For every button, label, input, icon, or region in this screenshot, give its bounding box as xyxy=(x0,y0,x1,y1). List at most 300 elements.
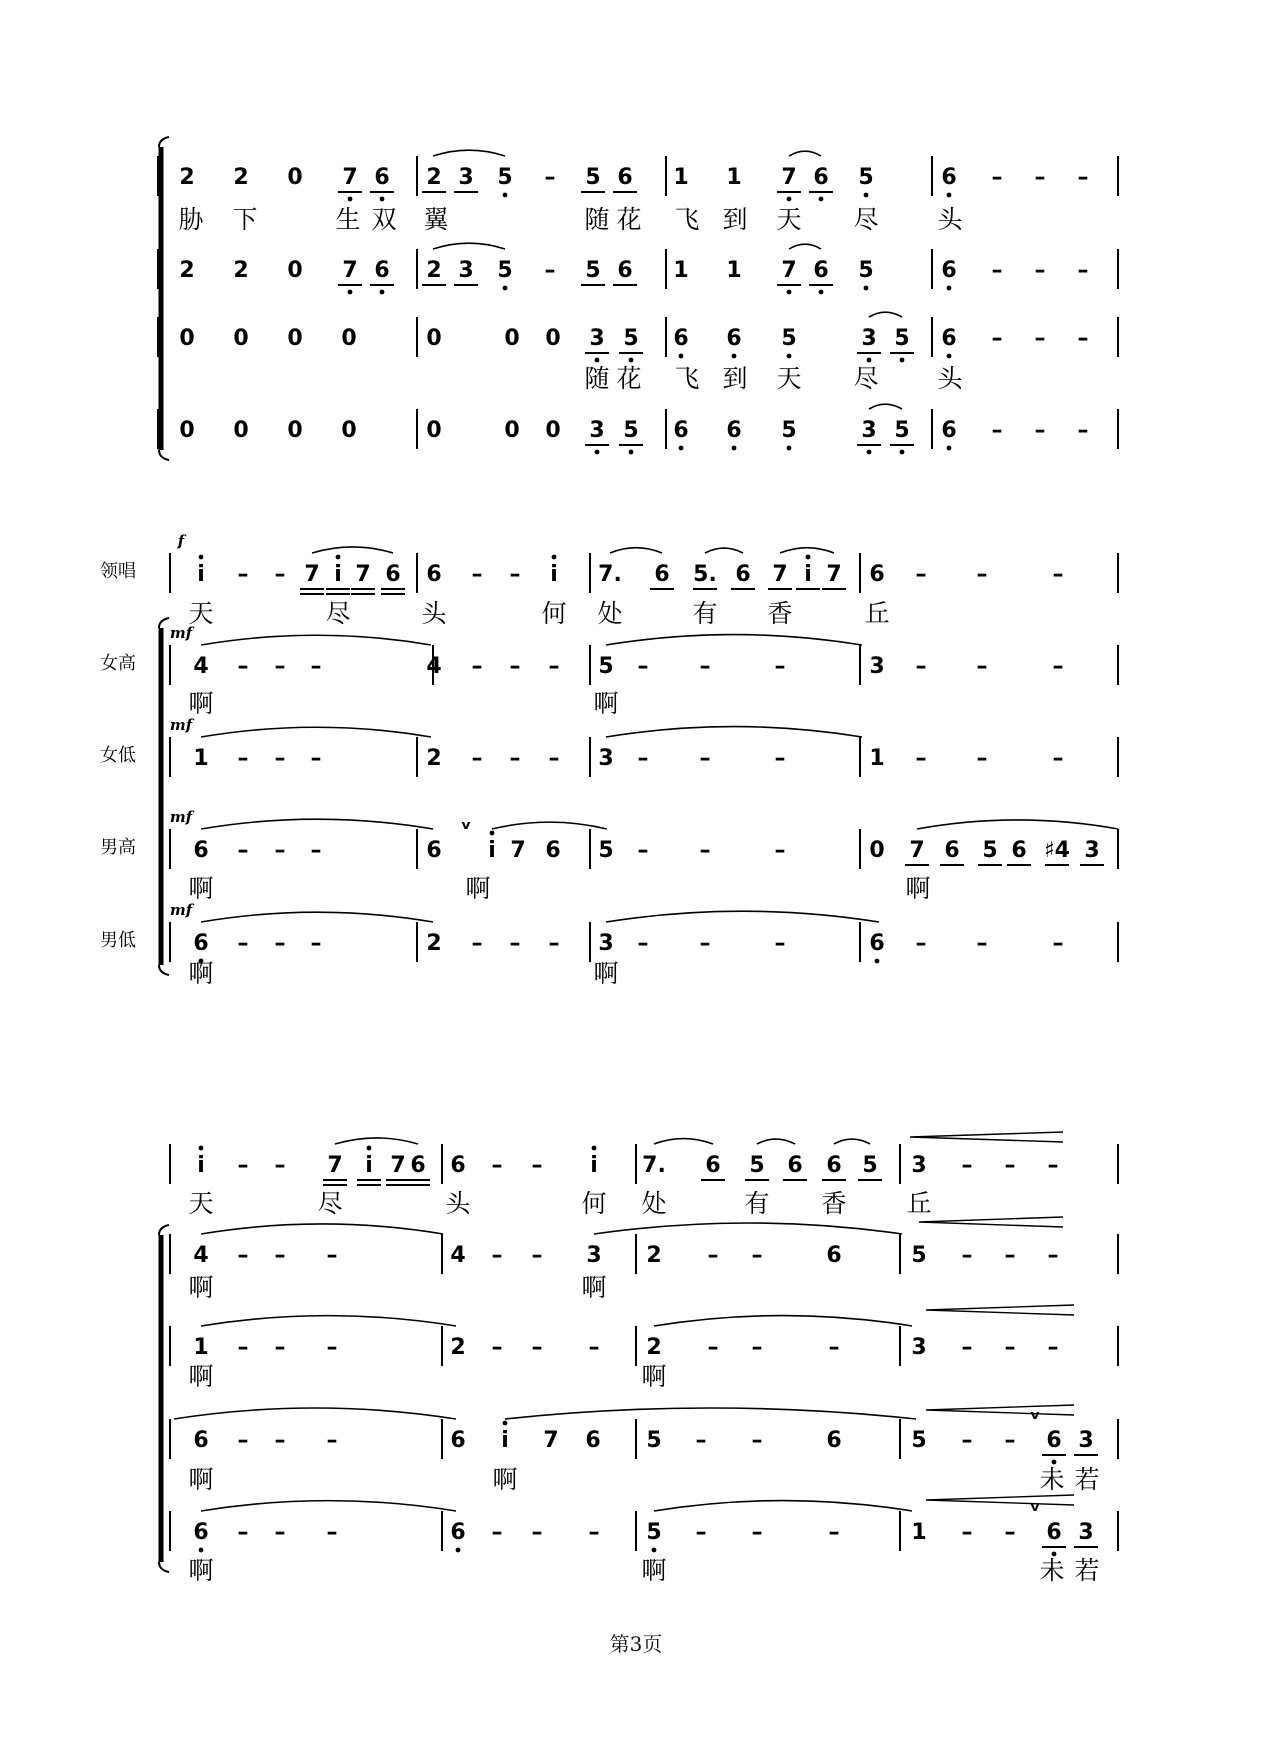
lyric-syllable: 下 xyxy=(232,205,258,234)
octave-dot-above xyxy=(336,555,341,560)
note-token: – xyxy=(1034,165,1046,190)
note-token: – xyxy=(1077,258,1089,283)
note-token: – xyxy=(699,931,711,956)
page-footer: 第3页 xyxy=(609,1632,663,1656)
note-token: 6 xyxy=(941,326,957,351)
note-token: – xyxy=(828,1335,840,1360)
note-token: – xyxy=(695,1428,707,1453)
note-token: – xyxy=(751,1335,763,1360)
slur xyxy=(606,911,879,922)
lyric-syllable: 何 xyxy=(541,599,567,628)
slur xyxy=(201,912,433,922)
note-token: 6 xyxy=(450,1520,466,1545)
note-token: 0 xyxy=(179,326,195,351)
note-token: – xyxy=(274,562,286,587)
note-token: – xyxy=(471,931,483,956)
octave-dot-below xyxy=(595,358,600,363)
note-token: – xyxy=(548,746,560,771)
note-token: 3 xyxy=(589,326,605,351)
slur xyxy=(201,727,431,737)
note-token: 1 xyxy=(869,746,885,771)
lyric-syllable: 啊 xyxy=(188,959,214,988)
octave-dot-below xyxy=(380,290,385,295)
note-token: 5. xyxy=(693,562,717,587)
decrescendo-hairpin xyxy=(919,1217,1063,1227)
note-token: – xyxy=(991,326,1003,351)
decrescendo-hairpin xyxy=(926,1495,1074,1505)
note-token: 6 xyxy=(869,562,885,587)
note-token: 6 xyxy=(944,838,960,863)
note-token: 4 xyxy=(426,654,442,679)
lyric-syllable: 啊 xyxy=(593,959,619,988)
octave-dot-above xyxy=(367,1146,372,1151)
note-token: 0 xyxy=(869,838,885,863)
slur xyxy=(606,635,862,645)
lyric-syllable: 处 xyxy=(641,1189,667,1218)
octave-dot-above xyxy=(552,555,557,560)
note-token: 2 xyxy=(450,1335,466,1360)
bracket-hook-top xyxy=(159,1225,169,1235)
note-token: – xyxy=(751,1520,763,1545)
slur xyxy=(201,1316,456,1326)
note-token: 0 xyxy=(287,258,303,283)
note-token: 5 xyxy=(646,1428,662,1453)
note-token: – xyxy=(509,746,521,771)
note-token: 5 xyxy=(911,1243,927,1268)
note-token: – xyxy=(274,838,286,863)
note-token: 6 xyxy=(1046,1428,1062,1453)
note-token: – xyxy=(961,1520,973,1545)
note-token: 1 xyxy=(726,165,742,190)
slur xyxy=(869,404,902,409)
note-token: 6 xyxy=(941,258,957,283)
lyric-syllable: 天 xyxy=(188,1189,214,1218)
note-token: 3 xyxy=(1078,1520,1094,1545)
lyric-syllable: 头 xyxy=(445,1189,471,1218)
note-token: – xyxy=(237,562,249,587)
note-token: 5 xyxy=(749,1153,765,1178)
note-token: – xyxy=(326,1520,338,1545)
note-token: 0 xyxy=(179,418,195,443)
note-token: – xyxy=(237,1520,249,1545)
note-token: 6 xyxy=(426,562,442,587)
decrescendo-hairpin xyxy=(910,1132,1063,1142)
note-token: 6 xyxy=(193,838,209,863)
lyric-syllable: 胁 xyxy=(178,205,204,234)
note-token: – xyxy=(1052,746,1064,771)
note-token: 6 xyxy=(941,165,957,190)
note-token: – xyxy=(1004,1243,1016,1268)
note-token: – xyxy=(237,838,249,863)
lyric-syllable: 随 xyxy=(584,205,610,234)
note-token: 5 xyxy=(623,326,639,351)
lyric-syllable: 尽 xyxy=(853,364,879,393)
note-token: – xyxy=(544,165,556,190)
note-token: 6 xyxy=(673,326,689,351)
lyric-syllable: 天 xyxy=(776,205,802,234)
note-token: – xyxy=(548,931,560,956)
octave-dot-above xyxy=(490,831,495,836)
note-token: 3 xyxy=(1078,1428,1094,1453)
note-token: 0 xyxy=(287,165,303,190)
note-token: 6 xyxy=(585,1428,601,1453)
lyric-syllable: 啊 xyxy=(465,874,491,903)
bracket-hook-bottom xyxy=(159,1562,169,1572)
note-token: 5 xyxy=(781,326,797,351)
note-token: – xyxy=(310,838,322,863)
lyric-syllable: 尽 xyxy=(325,599,351,628)
note-token: 5 xyxy=(585,258,601,283)
note-token: – xyxy=(531,1153,543,1178)
lyric-syllable: 尽 xyxy=(853,205,879,234)
note-token: 6 xyxy=(193,931,209,956)
octave-dot-below xyxy=(947,446,952,451)
note-token: – xyxy=(1034,418,1046,443)
note-token: – xyxy=(1052,654,1064,679)
note-token: 6 xyxy=(654,562,670,587)
note-token: – xyxy=(915,562,927,587)
octave-dot-below xyxy=(864,193,869,198)
note-token: i xyxy=(488,838,496,863)
note-token: i xyxy=(334,562,342,587)
note-token: 0 xyxy=(504,418,520,443)
note-token: – xyxy=(274,931,286,956)
lyric-syllable: 花 xyxy=(616,205,642,234)
note-token: 0 xyxy=(287,326,303,351)
note-token: – xyxy=(915,931,927,956)
note-token: – xyxy=(544,258,556,283)
octave-dot-above xyxy=(592,1146,597,1151)
octave-dot-below xyxy=(652,1548,657,1553)
note-token: 3 xyxy=(869,654,885,679)
note-token: – xyxy=(237,654,249,679)
note-token: 6 xyxy=(726,418,742,443)
dynamic-mf: mf xyxy=(169,716,193,734)
note-token: – xyxy=(637,931,649,956)
note-token: – xyxy=(491,1153,503,1178)
note-token: – xyxy=(310,746,322,771)
note-token: 2 xyxy=(179,258,195,283)
note-token: – xyxy=(310,931,322,956)
octave-dot-below xyxy=(947,193,952,198)
note-token: – xyxy=(1077,418,1089,443)
slur xyxy=(433,243,505,249)
note-token: – xyxy=(237,1428,249,1453)
note-token: – xyxy=(1004,1520,1016,1545)
note-token: ♯4 xyxy=(1044,838,1070,863)
note-token: 3 xyxy=(861,326,877,351)
slur xyxy=(312,547,393,553)
lyric-syllable: 花 xyxy=(616,364,642,393)
note-token: 3 xyxy=(586,1243,602,1268)
note-token: – xyxy=(707,1335,719,1360)
note-token: 5 xyxy=(623,418,639,443)
note-token: 4 xyxy=(193,654,209,679)
lyric-syllable: 头 xyxy=(421,599,447,628)
note-token: 6 xyxy=(193,1520,209,1545)
octave-dot-below xyxy=(867,358,872,363)
lyric-syllable: 香 xyxy=(821,1189,847,1218)
note-token: 5 xyxy=(598,838,614,863)
note-token: – xyxy=(699,654,711,679)
note-token: i xyxy=(501,1428,509,1453)
note-token: 5 xyxy=(781,418,797,443)
lyric-syllable: 啊 xyxy=(188,874,214,903)
note-token: 6 xyxy=(193,1428,209,1453)
octave-dot-below xyxy=(679,354,684,359)
lyric-syllable: 啊 xyxy=(581,1273,607,1302)
slur xyxy=(201,819,433,829)
note-token: 0 xyxy=(341,418,357,443)
note-token: – xyxy=(915,654,927,679)
note-token: 7 xyxy=(390,1153,406,1178)
note-token: 6 xyxy=(545,838,561,863)
note-token: 3 xyxy=(911,1335,927,1360)
note-token: – xyxy=(774,931,786,956)
note-token: – xyxy=(237,931,249,956)
note-token: – xyxy=(699,746,711,771)
dynamic-f: f xyxy=(177,532,185,550)
slur xyxy=(654,1139,713,1144)
note-token: 6 xyxy=(450,1428,466,1453)
note-token: 1 xyxy=(673,258,689,283)
note-token: 6 xyxy=(385,562,401,587)
lyric-syllable: 天 xyxy=(188,599,214,628)
note-token: 5 xyxy=(862,1153,878,1178)
note-token: 6 xyxy=(826,1243,842,1268)
part-label-alto: 女低 xyxy=(100,745,136,766)
note-token: – xyxy=(509,562,521,587)
octave-dot-below xyxy=(819,197,824,202)
octave-dot-below xyxy=(900,358,905,363)
breath-mark: ᵛ xyxy=(1029,1407,1041,1432)
note-token: – xyxy=(588,1335,600,1360)
octave-dot-below xyxy=(629,450,634,455)
note-token: – xyxy=(1034,258,1046,283)
octave-dot-below xyxy=(456,1548,461,1553)
octave-dot-above xyxy=(199,555,204,560)
note-token: 5 xyxy=(497,165,513,190)
octave-dot-below xyxy=(875,959,880,964)
decrescendo-hairpin xyxy=(926,1405,1074,1415)
note-token: 6 xyxy=(450,1153,466,1178)
note-token: – xyxy=(548,654,560,679)
lyric-syllable: 头 xyxy=(937,364,963,393)
note-token: – xyxy=(1052,931,1064,956)
breath-mark: ᵛ xyxy=(460,817,472,842)
lyric-syllable: 若 xyxy=(1074,1556,1100,1585)
note-token: – xyxy=(976,654,988,679)
lyric-syllable: 到 xyxy=(722,364,748,393)
note-token: – xyxy=(915,746,927,771)
note-token: – xyxy=(237,1153,249,1178)
note-token: 2 xyxy=(646,1243,662,1268)
lyric-syllable: 有 xyxy=(744,1189,770,1218)
note-token: 6 xyxy=(826,1428,842,1453)
note-token: – xyxy=(637,654,649,679)
octave-dot-above xyxy=(503,1421,508,1426)
note-token: – xyxy=(274,1428,286,1453)
slur xyxy=(433,150,505,156)
note-token: 3 xyxy=(861,418,877,443)
note-token: 6 xyxy=(735,562,751,587)
lyric-syllable: 到 xyxy=(722,205,748,234)
slur xyxy=(834,1139,870,1144)
note-token: 3 xyxy=(458,165,474,190)
octave-dot-below xyxy=(787,354,792,359)
note-token: 7 xyxy=(826,562,842,587)
note-token: 6 xyxy=(787,1153,803,1178)
lyric-syllable: 啊 xyxy=(188,1556,214,1585)
note-token: 6 xyxy=(374,165,390,190)
note-token: – xyxy=(637,746,649,771)
lyric-syllable: 翼 xyxy=(423,205,449,234)
note-token: – xyxy=(509,931,521,956)
note-token: 5 xyxy=(894,418,910,443)
bracket-hook-bottom xyxy=(159,450,169,460)
lyric-syllable: 香 xyxy=(767,599,793,628)
note-token: 3 xyxy=(598,746,614,771)
note-token: 5 xyxy=(858,258,874,283)
note-token: 1 xyxy=(193,1335,209,1360)
note-token: 2 xyxy=(179,165,195,190)
part-label-lead: 领唱 xyxy=(100,561,136,582)
note-token: 7 xyxy=(342,258,358,283)
note-token: – xyxy=(326,1335,338,1360)
slur xyxy=(492,822,607,829)
slur xyxy=(174,1408,456,1419)
note-token: – xyxy=(588,1520,600,1545)
note-token: – xyxy=(976,931,988,956)
lyric-syllable: 未 xyxy=(1039,1465,1065,1494)
bracket-hook-top xyxy=(159,137,169,147)
lyric-syllable: 啊 xyxy=(188,689,214,718)
lyric-syllable: 啊 xyxy=(593,689,619,718)
note-token: 2 xyxy=(233,258,249,283)
note-token: 3 xyxy=(1084,838,1100,863)
note-token: – xyxy=(274,1153,286,1178)
note-token: – xyxy=(326,1243,338,1268)
octave-dot-below xyxy=(679,446,684,451)
octave-dot-below xyxy=(595,450,600,455)
note-token: – xyxy=(1047,1153,1059,1178)
octave-dot-below xyxy=(787,197,792,202)
slur xyxy=(789,151,821,156)
note-token: – xyxy=(471,654,483,679)
slur xyxy=(789,244,821,249)
note-token: – xyxy=(774,654,786,679)
octave-dot-below xyxy=(732,354,737,359)
note-token: 7 xyxy=(543,1428,559,1453)
note-token: 6 xyxy=(813,258,829,283)
note-token: 4 xyxy=(193,1243,209,1268)
note-token: – xyxy=(699,838,711,863)
note-token: – xyxy=(707,1243,719,1268)
note-token: 5 xyxy=(982,838,998,863)
note-token: 5 xyxy=(858,165,874,190)
note-token: 6 xyxy=(705,1153,721,1178)
note-token: 6 xyxy=(410,1153,426,1178)
note-token: 1 xyxy=(673,165,689,190)
octave-dot-below xyxy=(787,446,792,451)
note-token: 0 xyxy=(426,326,442,351)
note-token: – xyxy=(774,838,786,863)
note-token: 7 xyxy=(327,1153,343,1178)
note-token: – xyxy=(1052,562,1064,587)
note-token: i xyxy=(804,562,812,587)
note-token: – xyxy=(531,1335,543,1360)
note-token: – xyxy=(509,654,521,679)
note-token: – xyxy=(774,746,786,771)
part-label-sop: 女高 xyxy=(100,653,136,674)
note-token: – xyxy=(237,746,249,771)
lyric-syllable: 尽 xyxy=(317,1189,343,1218)
note-token: – xyxy=(976,746,988,771)
slur xyxy=(335,1138,418,1144)
lyric-syllable: 啊 xyxy=(188,1273,214,1302)
note-token: i xyxy=(365,1153,373,1178)
lyric-syllable: 未 xyxy=(1039,1556,1065,1585)
slur xyxy=(869,312,902,317)
note-token: 2 xyxy=(426,746,442,771)
note-token: 2 xyxy=(426,258,442,283)
note-token: – xyxy=(961,1153,973,1178)
note-token: – xyxy=(828,1520,840,1545)
lyric-syllable: 啊 xyxy=(492,1465,518,1494)
note-token: – xyxy=(1077,165,1089,190)
note-token: – xyxy=(237,1243,249,1268)
note-token: 1 xyxy=(911,1520,927,1545)
note-token: i xyxy=(197,562,205,587)
note-token: 7 xyxy=(342,165,358,190)
note-token: 6 xyxy=(617,165,633,190)
lyric-syllable: 双 xyxy=(371,205,397,234)
note-token: – xyxy=(1047,1335,1059,1360)
note-token: – xyxy=(1004,1335,1016,1360)
note-token: 0 xyxy=(233,326,249,351)
octave-dot-below xyxy=(900,450,905,455)
note-token: 6 xyxy=(1011,838,1027,863)
note-token: – xyxy=(274,746,286,771)
note-token: – xyxy=(274,1520,286,1545)
slur xyxy=(201,635,431,645)
lyric-syllable: 丘 xyxy=(864,599,890,628)
note-token: – xyxy=(531,1243,543,1268)
note-token: 6 xyxy=(941,418,957,443)
lyric-syllable: 啊 xyxy=(641,1362,667,1391)
note-token: 0 xyxy=(426,418,442,443)
slur xyxy=(705,548,743,553)
lyric-syllable: 生 xyxy=(335,205,361,234)
note-token: – xyxy=(961,1243,973,1268)
note-token: 6 xyxy=(673,418,689,443)
lyric-syllable: 头 xyxy=(937,205,963,234)
note-token: – xyxy=(1047,1243,1059,1268)
slur xyxy=(780,548,834,553)
slur xyxy=(757,1139,795,1144)
lyric-syllable: 啊 xyxy=(188,1465,214,1494)
octave-dot-below xyxy=(380,197,385,202)
part-label-bass: 男低 xyxy=(100,930,136,951)
note-token: – xyxy=(637,838,649,863)
lyric-syllable: 处 xyxy=(597,599,623,628)
note-token: 0 xyxy=(287,418,303,443)
lyric-syllable: 何 xyxy=(581,1189,607,1218)
slur xyxy=(917,820,1118,829)
note-token: 7 xyxy=(772,562,788,587)
note-token: 1 xyxy=(193,746,209,771)
note-token: 2 xyxy=(426,931,442,956)
